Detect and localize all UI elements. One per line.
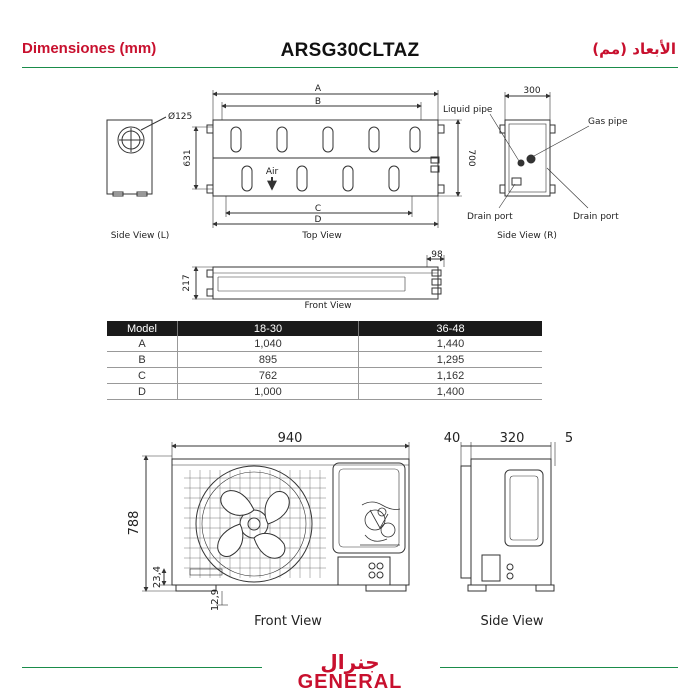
dim-b-label: B: [314, 97, 322, 107]
table-row: [107, 368, 542, 384]
height-700-label: 700: [466, 149, 476, 167]
table-cell: 1,162: [359, 368, 543, 384]
outdoor-side-view-caption: Side View: [480, 614, 544, 629]
table-cell: B: [107, 352, 178, 368]
dim-a-label: A: [314, 84, 322, 94]
front-height-label: 217: [182, 274, 192, 292]
table-cell: 1,000: [178, 384, 359, 400]
table-header: 18-30: [178, 321, 359, 336]
brand-logo: [0, 652, 700, 692]
foot-height-label: 23,4: [152, 565, 163, 589]
model-title: ARSG30CLTAZ: [280, 40, 420, 61]
table-header: Model: [107, 321, 178, 336]
table-cell: 895: [178, 352, 359, 368]
table-cell: 1,440: [359, 336, 543, 352]
side-view-right-caption: Side View (R): [497, 231, 557, 241]
height-631-label: 631: [183, 149, 193, 167]
table-cell: 762: [178, 368, 359, 384]
title-right-arabic: الأبعاد (مم): [592, 40, 676, 58]
outdoor-side-view: [461, 442, 555, 591]
base-height-label: 12,9: [210, 588, 221, 612]
outdoor-front-view: [142, 442, 409, 605]
table-header: 36-48: [359, 321, 543, 336]
title-left: Dimensiones (mm): [22, 40, 157, 57]
gas-pipe-label: Gas pipe: [588, 117, 628, 127]
side-view-right: [490, 92, 589, 208]
side-view-left-caption: Side View (L): [110, 231, 170, 241]
table-cell: 1,400: [359, 384, 543, 400]
diameter-label: Ø125: [168, 112, 193, 122]
table-cell: 1,040: [178, 336, 359, 352]
table-row: [107, 352, 542, 368]
outdoor-height-label: 788: [127, 510, 142, 536]
top-view-caption: Top View: [302, 231, 342, 241]
side-320-label: 320: [499, 431, 525, 446]
table-row: [107, 384, 542, 400]
dim-c-label: C: [314, 204, 322, 214]
table-header-row: [107, 321, 542, 336]
air-label: Air: [265, 167, 279, 177]
side-40-label: 40: [443, 431, 461, 446]
side-view-left: [107, 117, 166, 196]
drain-port-left-label: Drain port: [467, 212, 513, 222]
dimension-table: [107, 321, 542, 400]
table-cell: 1,295: [359, 352, 543, 368]
table-cell: C: [107, 368, 178, 384]
outdoor-front-view-caption: Front View: [254, 614, 322, 629]
outdoor-width-label: 940: [277, 431, 303, 446]
drain-port-right-label: Drain port: [573, 212, 619, 222]
brand-arabic: جنرال: [320, 650, 380, 674]
dim-d-label: D: [314, 215, 322, 225]
table-cell: A: [107, 336, 178, 352]
table-cell: D: [107, 384, 178, 400]
liquid-pipe-label: Liquid pipe: [443, 105, 493, 115]
side-width-label: 300: [523, 86, 541, 96]
table-row: [107, 336, 542, 352]
front-offset-label: 98: [431, 250, 443, 260]
indoor-front-view: [192, 255, 444, 299]
top-view: [192, 90, 462, 228]
side-5-label: 5: [564, 431, 574, 446]
brand-english: GENERAL: [297, 671, 403, 693]
indoor-front-view-caption: Front View: [304, 301, 352, 311]
